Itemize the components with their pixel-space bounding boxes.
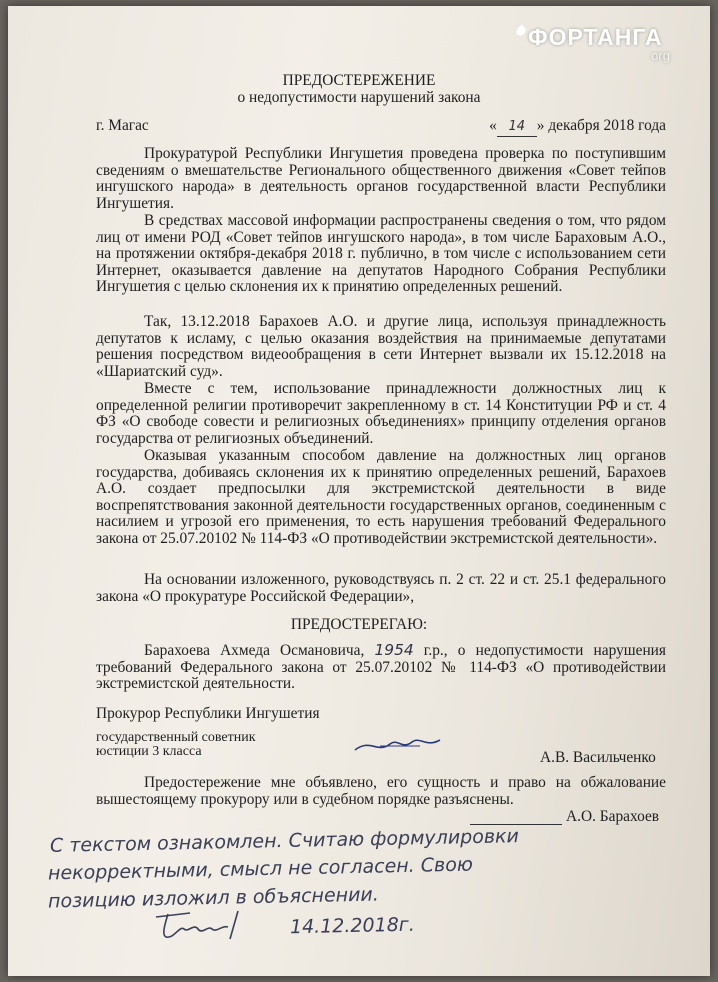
paragraph-2: В средствах массовой информации распространены сведения о том, что рядом лиц от имени РОД «Совет тейпов ингушского народа», в том числе Бараховым А.О., на протяжении октября-декабря 2018 г. публично, в том числе с использованием сети Интернет, оказывается давление на депутатов Народного Собрания Республики Ингушетия с целью склонения их к принятию определенных решений. <box>96 212 666 296</box>
fortanga-logo <box>528 24 678 63</box>
handwritten-line-3: позицию изложил в объяснении. <box>47 883 380 913</box>
recipient-signature <box>150 905 270 945</box>
rank-line-1: государственный советник <box>96 730 256 745</box>
place-date-line <box>96 118 666 135</box>
paragraph-1: Прокуратурой Республики Ингушетия проведена проверка по поступившим сведениям о вмешательстве Регионального общественного движения «Совет тейпов ингушского народа» в деятельность органов государственной власти Республики Ингушетия. <box>96 145 666 212</box>
handwritten-line-1: С текстом ознакомлен. Считаю формулировки <box>49 825 520 857</box>
paragraph-4: Вместе с тем, использование принадлежности должностных лиц к определенной религии противоречит закрепленному в ст. 14 Конституции РФ и ст. 4 ФЗ «О свободе совести и религиозных объединениях» принципу отделения органов государства от религиозных объединений. <box>96 380 666 447</box>
prosecutor-title: Прокурор Республики Ингушетия <box>96 705 320 722</box>
document-subtitle: о недопустимости нарушений закона <box>237 89 481 106</box>
city: г. Магас <box>96 117 149 134</box>
prosecutor-name: А.В. Васильченко <box>540 749 656 766</box>
recipient-name: А.О. Барахоев <box>566 808 660 825</box>
logo-domain: org <box>651 48 670 63</box>
rank-line-2: юстиции 3 класса <box>96 744 202 759</box>
document-title: ПРЕДОСТЕРЕЖЕНИЕ <box>282 72 436 89</box>
paragraph-6: На основании изложенного, руководствуясь п. 2 ст. 22 и ст. 25.1 федерального закона «О прокуратуре Российской Федерации», <box>96 571 666 605</box>
date-day: 14 <box>497 119 537 137</box>
birth-year: 1954 <box>374 641 414 659</box>
prosecutor-signature <box>350 730 460 760</box>
warn-paragraph: Барахоева Ахмеда Османовича, 1954 г.р., о недопустимости нарушения требований Федерального закона от 25.07.20102 № 114-ФЗ «О противодействии экстремистской деятельности. <box>96 641 666 693</box>
document-date: « 14 » декабря 2018 года <box>489 118 666 137</box>
handwritten-date: 14.12.2018г. <box>289 913 416 939</box>
logo-name: ФОРТАНГА <box>528 24 663 50</box>
warn-heading: ПРЕДОСТЕРЕГАЮ: <box>290 616 428 633</box>
paragraph-5: Оказывая указанным способом давление на должностных лиц органов государства, добиваясь склонения их к принятию определенных решений, Барахоев А.О. создает предпосылки для экстремистской деятельности в виде воспрепятствования законной деятельности государственных органов, соединенным с насилием и угрозой его применения, то есть нарушения требований Федерального закона от 25.07.20102 № 114-ФЗ «О противодействии экстремистской деятельности». <box>96 447 666 547</box>
paragraph-3: Так, 13.12.2018 Барахоев А.О. и другие лица, используя принадлежность депутатов к исламу, с целью оказания воздействия на принимаемые депутатами решения посредством видеообращения в сети Интернет вызвали их 15.12.2018 на «Шариатский суд». <box>96 313 666 380</box>
handwritten-line-2: некорректными, смысл не согласен. Свою <box>47 853 474 885</box>
notice-paragraph: Предостережение мне объявлено, его сущность и право на обжалование вышестоящему прокурору или в судебном порядке разъяснены. <box>96 774 666 808</box>
